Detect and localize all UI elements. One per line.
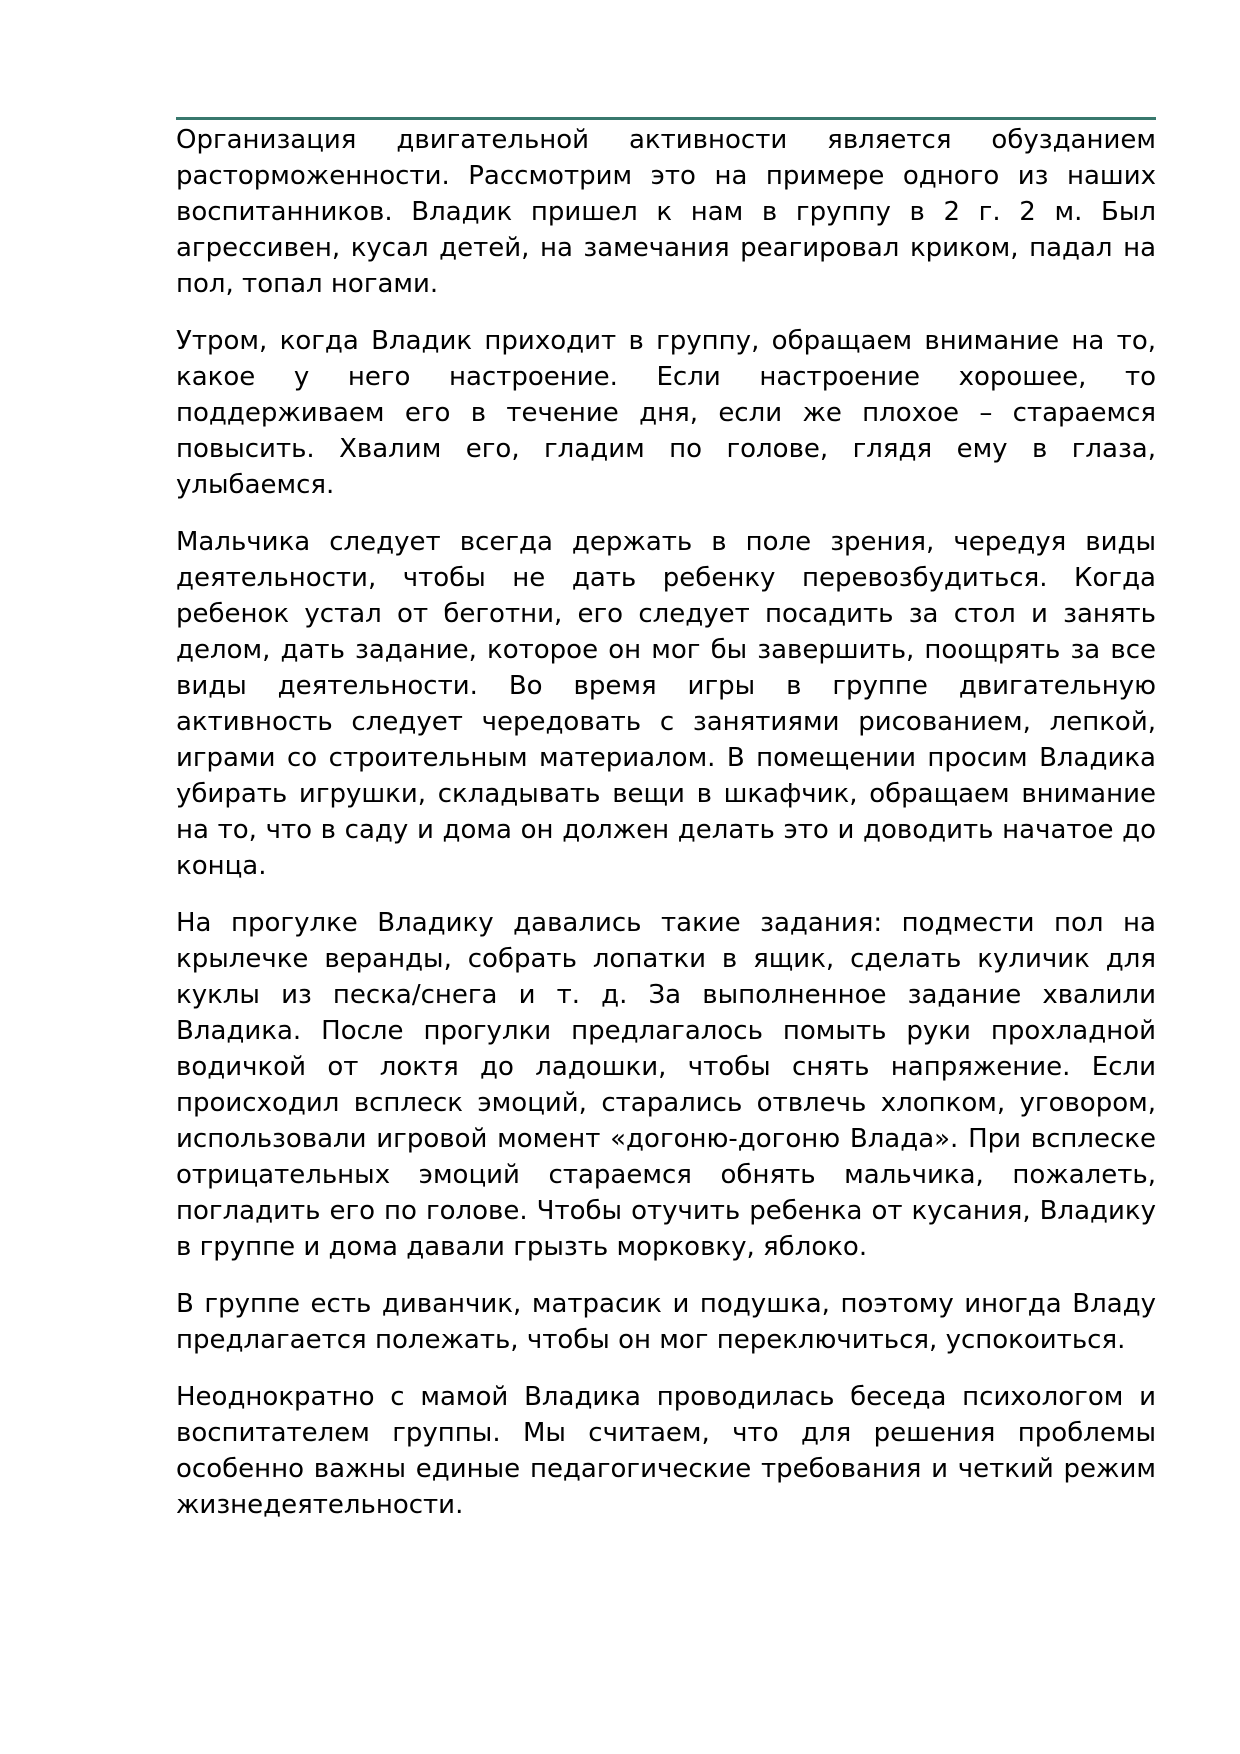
paragraph-parent-talks: Неоднократно с мамой Владика проводилась беседа психологом и воспитателем группы. Мы считаем, что для решения проблемы особенно важны единые педагогические требования и четкий режим жизнедеятельности. xyxy=(176,1382,1156,1520)
paragraph-walk-tasks: На прогулке Владику давались такие задания: подмести пол на крылечке веранды, собрать лопатки в ящик, сделать куличик для куклы из песка/снега и т. д. За выполненное задание хвалили Владика. После прогулки предлагалось помыть руки прохладной водичкой от локтя до ладошки, чтобы снять напряжение. Если происходил всплеск эмоций, старались отвлечь хлопком, уговором, использовали игровой момент «догоню-догоню Влада». При всплеске отрицательных эмоций стараемся обнять мальчика, пожалеть, погладить его по голове. Чтобы отучить ребенка от кусания, Владику в группе и дома давали грызть морковку, яблоко. xyxy=(176,908,1156,1262)
paragraph-intro: Организация двигательной активности является обузданием расторможенности. Рассмотрим это на примере одного из наших воспитанников. Владик пришел к нам в группу в 2 г. 2 м. Был агрессивен, кусал детей, на замечания реагировал криком, падал на пол, топал ногами. xyxy=(176,125,1156,299)
paragraph-rest-corner: В группе есть диванчик, матрасик и подушка, поэтому иногда Владу предлагается полежать, чтобы он мог переключиться, успокоиться. xyxy=(176,1289,1156,1355)
paragraph-activity-alternation: Мальчика следует всегда держать в поле зрения, чередуя виды деятельности, чтобы не дать ребенку перевозбудиться. Когда ребенок устал от беготни, его следует посадить за стол и занять делом, дать задание, которое он мог бы завершить, поощрять за все виды деятельности. Во время игры в группе двигательную активность следует чередовать с занятиями рисованием, лепкой, играми со строительным материалом. В помещении просим Владика убирать игрушки, складывать вещи в шкафчик, обращаем внимание на то, что в саду и дома он должен делать это и доводить начатое до конца. xyxy=(176,527,1156,881)
paragraph-morning-mood: Утром, когда Владик приходит в группу, обращаем внимание на то, какое у него настроение. Если настроение хорошее, то поддерживаем его в течение дня, если же плохое – стараемся повысить. Хвалим его, гладим по голове, глядя ему в глаза, улыбаемся. xyxy=(176,326,1156,500)
text-block xyxy=(176,117,1156,1523)
top-divider xyxy=(176,117,1156,120)
